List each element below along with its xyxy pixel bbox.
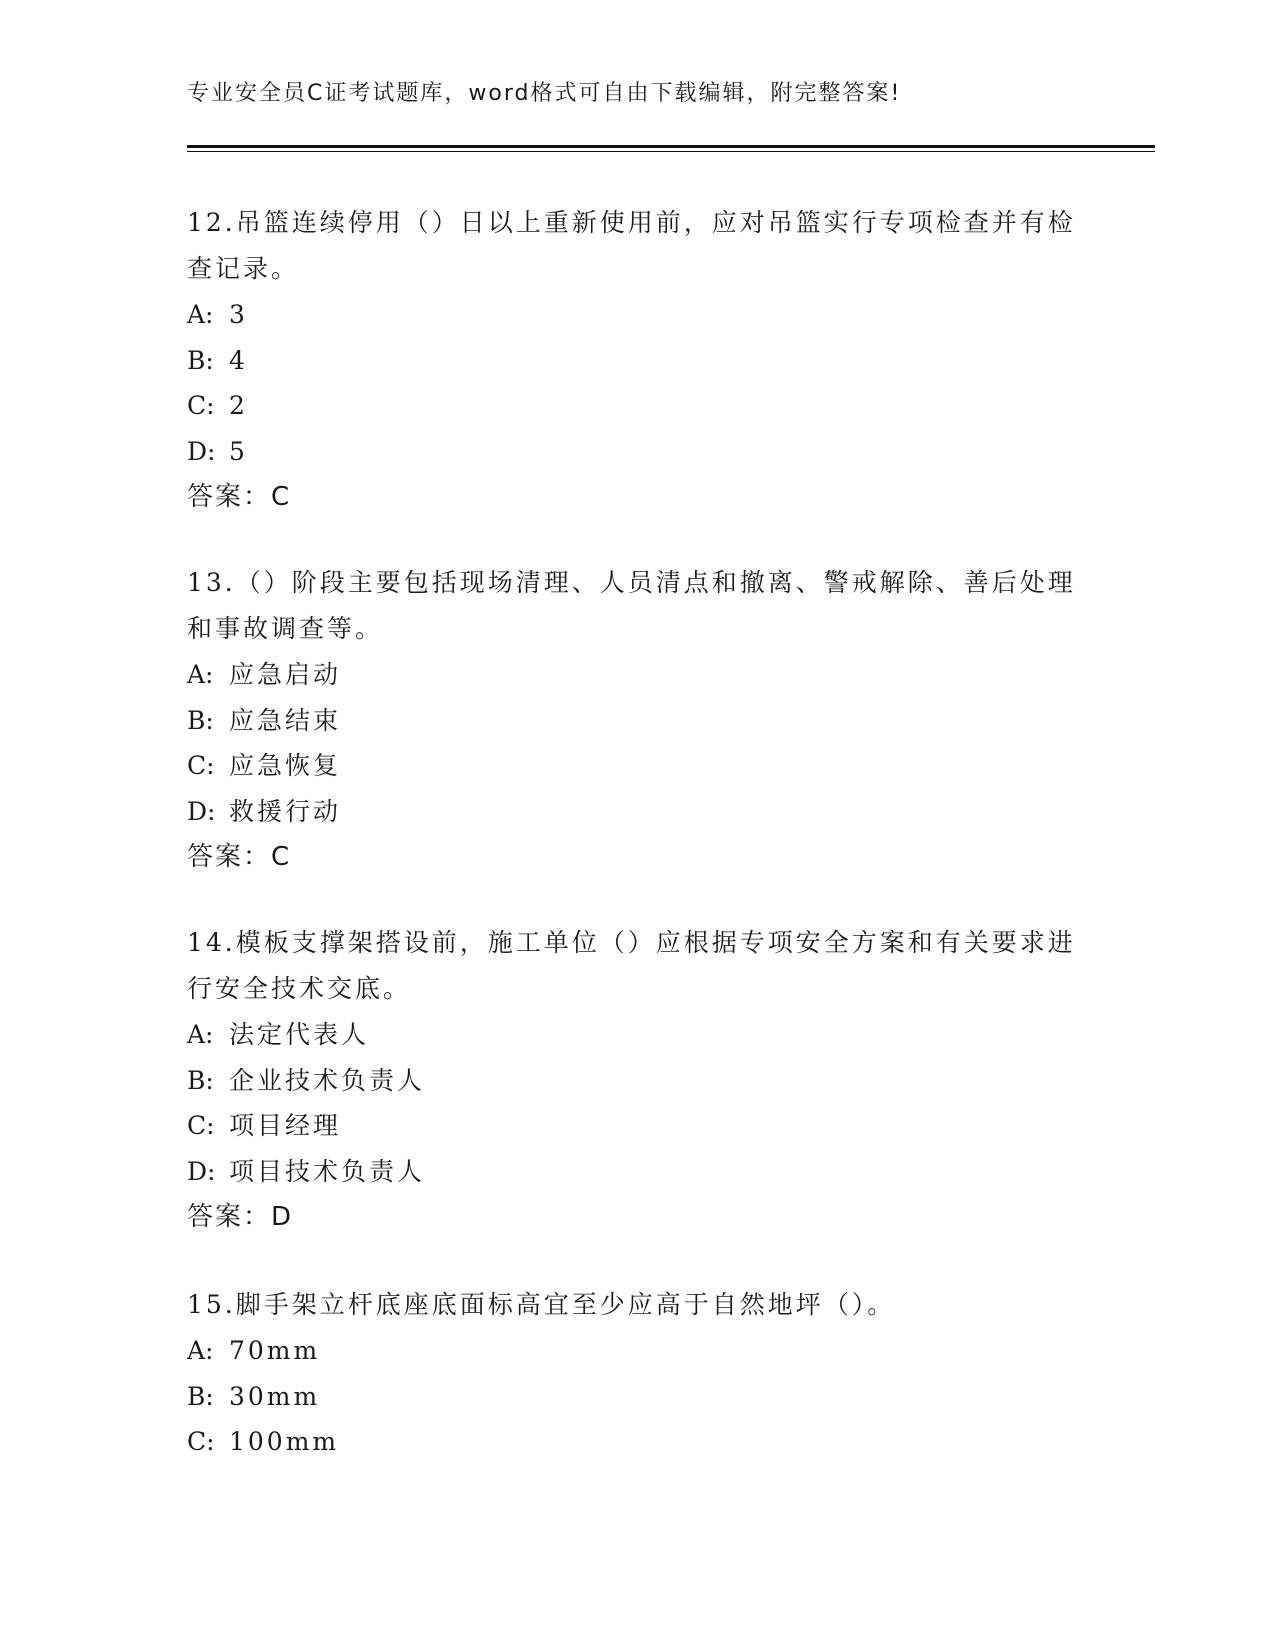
option-a <box>187 1012 1087 1058</box>
option-b <box>187 1058 1087 1104</box>
page-header: 专业安全员C证考试题库，word格式可自由下载编辑，附完整答案! <box>187 81 902 106</box>
option-c <box>187 1419 1087 1465</box>
option-text: 企业技术负责人 <box>229 1065 426 1095</box>
option-letter: D: <box>187 436 216 466</box>
option-text: 项目经理 <box>229 1111 342 1140</box>
question-12 <box>187 200 1087 520</box>
option-letter: C: <box>187 751 215 780</box>
question-15 <box>187 1282 1087 1465</box>
option-letter: A: <box>187 1020 214 1049</box>
question-stem: 13.（）阶段主要包括现场清理、人员清点和撤离、警戒解除、善后处理和事故调查等。 <box>187 568 1076 643</box>
option-letter: B: <box>187 1065 214 1095</box>
option-text: 100mm <box>229 1427 340 1456</box>
answer: 答案：C <box>187 482 292 512</box>
option-letter: C: <box>187 1111 215 1140</box>
option-text: 30mm <box>229 1381 321 1411</box>
option-letter: C: <box>187 391 215 420</box>
option-text: 救援行动 <box>229 796 342 826</box>
header-rule-thin <box>187 151 1155 152</box>
option-letter: A: <box>187 660 214 689</box>
option-letter: D: <box>187 796 216 826</box>
option-letter: B: <box>187 1381 214 1411</box>
option-d <box>187 789 1087 835</box>
option-a <box>187 652 1087 698</box>
option-d <box>187 1149 1087 1195</box>
question-13 <box>187 560 1087 880</box>
answer: 答案：D <box>187 1202 294 1232</box>
option-letter: B: <box>187 705 214 735</box>
option-a <box>187 1328 1087 1374</box>
option-letter: A: <box>187 300 214 329</box>
option-letter: C: <box>187 1427 215 1456</box>
question-stem: 15.脚手架立杆底座底面标高宜至少应高于自然地坪（）。 <box>187 1290 896 1319</box>
option-d <box>187 429 1087 475</box>
option-text: 4 <box>229 345 248 375</box>
option-letter: A: <box>187 1336 214 1365</box>
option-text: 项目技术负责人 <box>229 1156 426 1186</box>
option-text: 3 <box>229 300 248 329</box>
question-stem: 12.吊篮连续停用（）日以上重新使用前，应对吊篮实行专项检查并有检查记录。 <box>187 208 1076 283</box>
option-text: 70mm <box>229 1336 321 1365</box>
option-text: 应急恢复 <box>229 751 342 780</box>
option-b <box>187 698 1087 744</box>
option-c <box>187 383 1087 429</box>
option-b <box>187 1374 1087 1420</box>
option-text: 法定代表人 <box>229 1020 370 1049</box>
option-a <box>187 292 1087 338</box>
option-text: 5 <box>229 436 248 466</box>
option-letter: B: <box>187 345 214 375</box>
header-rule-thick <box>187 145 1155 148</box>
option-text: 2 <box>229 391 248 420</box>
option-text: 应急结束 <box>229 705 342 735</box>
option-letter: D: <box>187 1156 216 1186</box>
option-text: 应急启动 <box>229 660 342 689</box>
question-stem: 14.模板支撑架搭设前，施工单位（）应根据专项安全方案和有关要求进行安全技术交底。 <box>187 928 1076 1003</box>
option-c <box>187 743 1087 789</box>
option-b <box>187 338 1087 384</box>
option-c <box>187 1103 1087 1149</box>
question-14 <box>187 920 1087 1240</box>
answer: 答案：C <box>187 842 292 872</box>
